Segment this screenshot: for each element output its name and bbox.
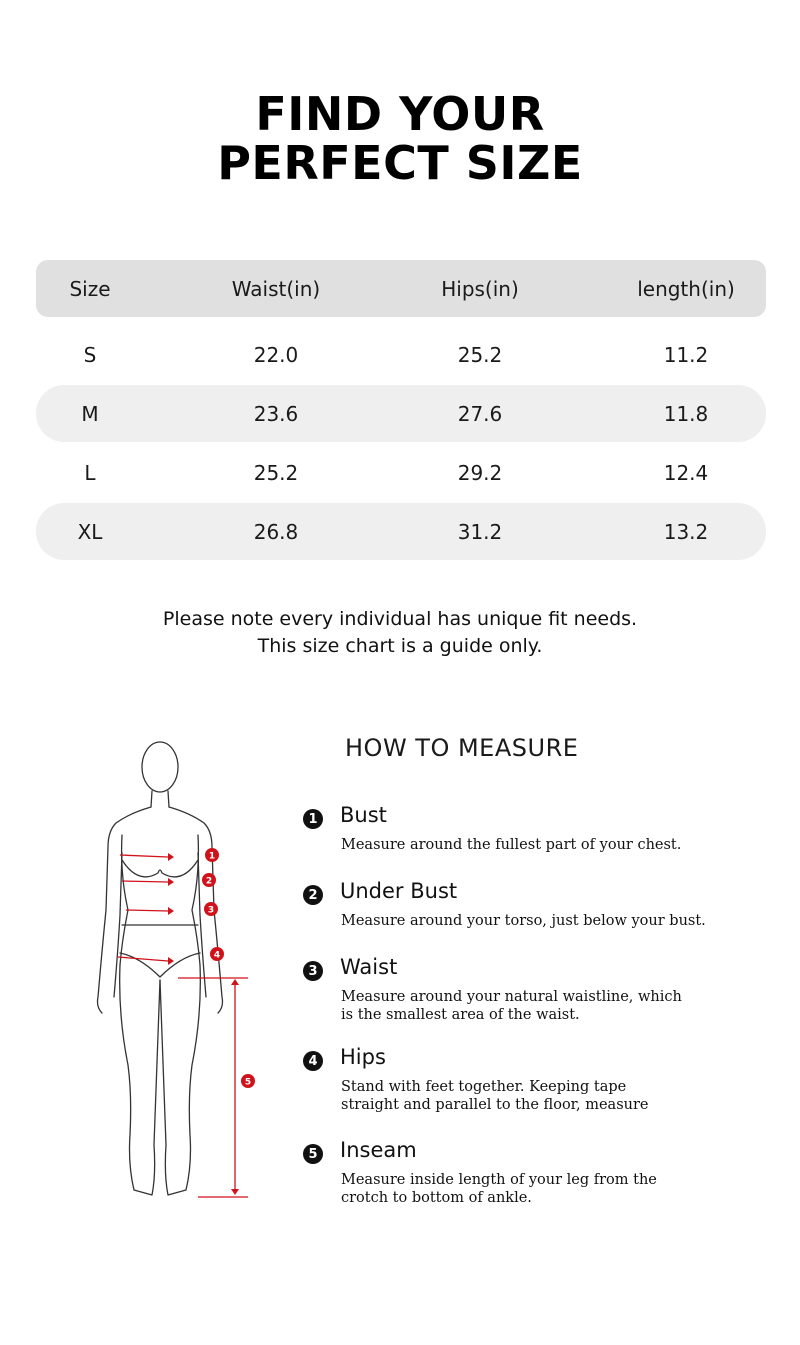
table-row — [36, 385, 766, 442]
how-to-measure-title: HOW TO MEASURE — [345, 734, 579, 762]
cell-waist: 25.2 — [253, 460, 299, 485]
step-description — [341, 988, 761, 1024]
step-description-line: is the smallest area of the waist. — [341, 1007, 580, 1023]
step-number-badge: 4 — [303, 1051, 323, 1071]
table-row — [36, 444, 766, 501]
table-row — [36, 326, 766, 383]
cell-size: M — [81, 401, 99, 426]
body-measurement-figure — [90, 735, 270, 1210]
figure-marker-2: 2 — [205, 876, 213, 887]
cell-waist: 26.8 — [253, 519, 299, 544]
header-waist: Waist(in) — [231, 276, 321, 301]
cell-size: XL — [77, 519, 103, 544]
step-name: Waist — [340, 955, 398, 979]
fit-note-line-1: Please note every individual has unique fit needs. — [162, 608, 638, 630]
cell-size: L — [84, 460, 96, 485]
cell-length: 13.2 — [663, 519, 709, 544]
step-description-line: Measure around your torso, just below your bust. — [341, 913, 706, 929]
cell-hips: 25.2 — [457, 342, 503, 367]
step-description-line: crotch to bottom of ankle. — [341, 1190, 532, 1206]
page-title — [0, 87, 800, 190]
cell-waist: 22.0 — [253, 342, 299, 367]
step-description — [341, 836, 761, 854]
cell-hips: 27.6 — [457, 401, 503, 426]
header-length: length(in) — [637, 276, 735, 301]
table-row — [36, 503, 766, 560]
step-description-line: Stand with feet together. Keeping tape — [341, 1079, 627, 1095]
cell-size: S — [83, 342, 97, 367]
size-table — [36, 260, 766, 560]
figure-marker-3: 3 — [207, 905, 215, 916]
step-name: Inseam — [340, 1138, 417, 1162]
step-number-badge: 1 — [303, 809, 323, 829]
step-description-line: Measure around the fullest part of your chest. — [341, 837, 682, 853]
figure-marker-5: 5 — [244, 1077, 252, 1088]
cell-length: 11.8 — [663, 401, 709, 426]
step-description — [341, 912, 761, 930]
figure-marker-1: 1 — [208, 851, 216, 862]
step-number-badge: 3 — [303, 961, 323, 981]
size-table-header — [36, 260, 766, 317]
step-name: Under Bust — [340, 879, 458, 903]
cell-hips: 31.2 — [457, 519, 503, 544]
page-title-line-2: PERFECT SIZE — [217, 136, 583, 190]
step-description — [341, 1171, 761, 1207]
page-title-line-1: FIND YOUR — [255, 87, 545, 141]
step-number-badge: 5 — [303, 1144, 323, 1164]
fit-note — [0, 606, 800, 660]
cell-waist: 23.6 — [253, 401, 299, 426]
step-description-line: Measure inside length of your leg from the — [341, 1172, 657, 1188]
figure-marker-4: 4 — [213, 950, 221, 961]
header-hips: Hips(in) — [441, 276, 519, 301]
header-size: Size — [69, 276, 111, 301]
cell-length: 12.4 — [663, 460, 709, 485]
step-description — [341, 1078, 761, 1114]
fit-note-line-2: This size chart is a guide only. — [257, 635, 543, 657]
step-name: Bust — [340, 803, 387, 827]
step-name: Hips — [340, 1045, 386, 1069]
step-number-badge: 2 — [303, 885, 323, 905]
cell-length: 11.2 — [663, 342, 709, 367]
cell-hips: 29.2 — [457, 460, 503, 485]
step-description-line: straight and parallel to the floor, measure — [341, 1097, 649, 1113]
step-description-line: Measure around your natural waistline, which — [341, 989, 682, 1005]
